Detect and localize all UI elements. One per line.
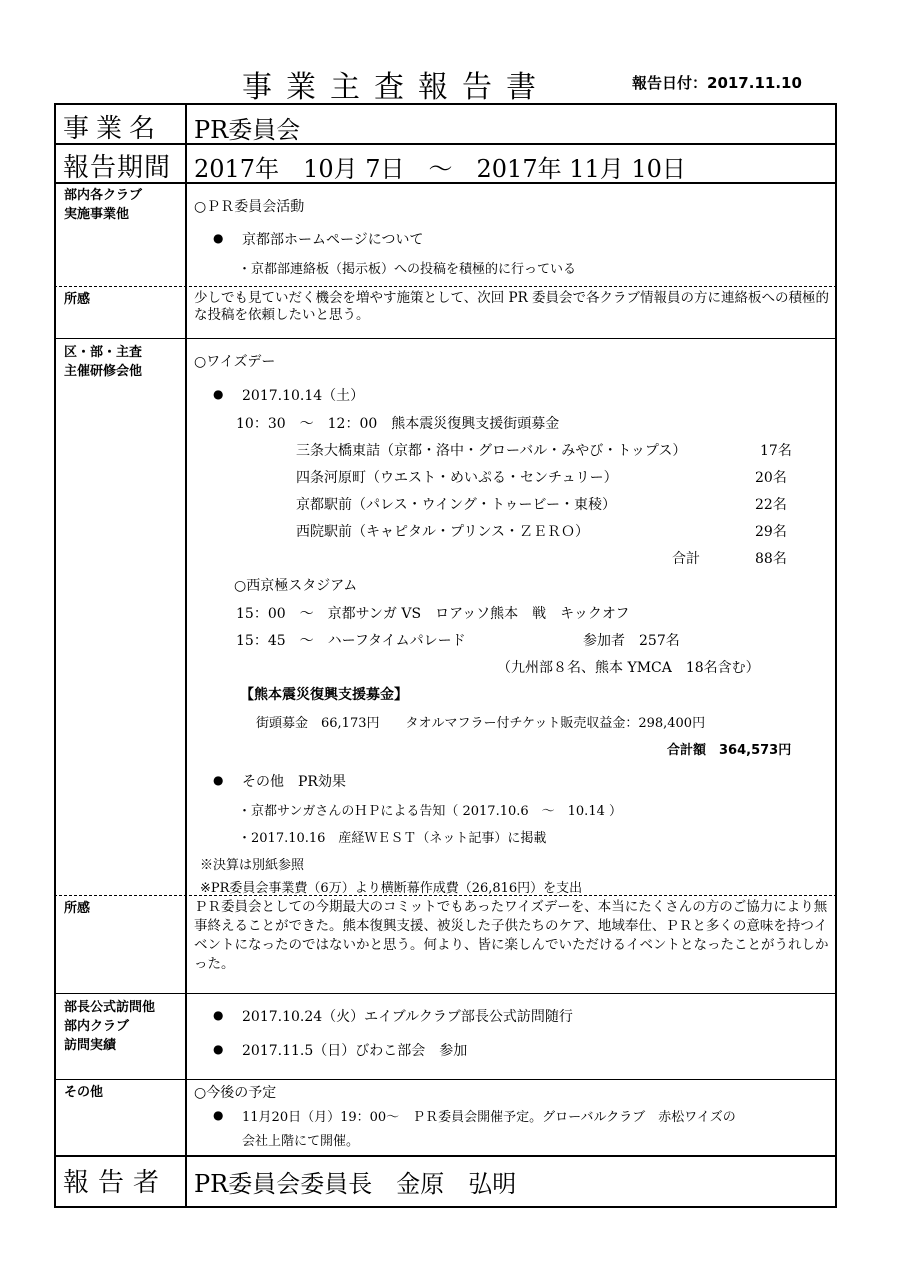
parade-note: （九州部８名、熊本 YMCA 18名含む）	[497, 660, 760, 676]
impression1-text: 少しでも見ていだく機会を増やす施策として、次回 PR 委員会で各クラブ情報員の方に連絡板への積極的な投稿を依頼したいと思う。	[194, 290, 830, 323]
visits-label-2: 部内クラブ	[64, 1019, 130, 1034]
future-plan-item-cont: 会社上階にて開催。	[242, 1134, 360, 1149]
bullet-icon: ●	[213, 773, 224, 787]
row-divider	[54, 1079, 837, 1080]
reporter-label: 報告者	[63, 1168, 169, 1198]
location-name: 三条大橋東詰（京都・洛中・グローバル・みやび・トップス）	[296, 443, 687, 459]
club-activities-label-1: 部内各クラブ	[64, 188, 143, 203]
visit-item: 2017.11.5（日）びわこ部会 参加	[242, 1043, 468, 1059]
stadium-heading: ○西京極スタジアム	[234, 578, 358, 594]
impression1-label: 所感	[64, 292, 91, 307]
location-count: 22名	[755, 497, 787, 513]
total-label: 合計	[672, 551, 700, 567]
location-count: 17名	[760, 443, 792, 459]
location-name: 四条河原町（ウエスト・めいぷる・センチュリー）	[296, 470, 618, 486]
wisesday-date: 2017.10.14（土）	[242, 388, 365, 404]
location-name: 西院駅前（キャピタル・プリンス・ＺＥＲＯ）	[296, 524, 590, 540]
bullet-icon: ●	[213, 387, 224, 401]
page-title: 事業主査報告書	[242, 70, 550, 105]
impression2-label: 所感	[64, 901, 91, 916]
note-expense: ※PR委員会事業費（6万）より横断幕作成費（26,816円）を支出	[200, 881, 583, 896]
fund-breakdown: 街頭募金 66,173円 タオルマフラー付チケット販売収益金：298,400円	[256, 716, 706, 731]
bullet-icon: ●	[213, 1042, 224, 1056]
location-count: 29名	[755, 524, 787, 540]
stadium-parade: 15：45 ～ ハーフタイムパレード	[236, 633, 466, 649]
period-value: 2017年 10月 7日 ～ 2017年 11月 10日	[194, 155, 686, 183]
wisesday-heading: ○ワイズデー	[194, 354, 276, 370]
club-activities-heading: ○ＰＲ委員会活動	[194, 199, 305, 215]
visit-item: 2017.10.24（火）エイブルクラブ部長公式訪問随行	[242, 1009, 573, 1025]
district-events-label-2: 主催研修会他	[64, 364, 143, 379]
project-label: 事業名	[63, 114, 163, 144]
visits-label-1: 部長公式訪問他	[64, 1000, 156, 1015]
period-label: 報告期間	[63, 153, 172, 183]
note-settlement: ※決算は別紙参照	[200, 858, 305, 873]
pr-effect-2: ・2017.10.16 産経ＷＥＳＴ（ネット記事）に掲載	[238, 831, 547, 846]
future-plan-heading: ○今後の予定	[194, 1085, 277, 1101]
reporter-value: PR委員会委員長 金原 弘明	[194, 1170, 517, 1198]
club-activities-bullet: 京都部ホームページについて	[242, 232, 424, 248]
location-count: 20名	[755, 470, 787, 486]
report-date: 報告日付：2017.11.10	[632, 74, 802, 92]
impression2-text: ＰＲ委員会としての今期最大のコミットでもあったワイズデーを、本当にたくさんの方のご協力により無事終えることができた。熊本復興支援、被災した子供たちのケア、地域奉仕、ＰＲと多くの意味を持つイベントになったのではないかと思う。何より、皆に楽しんでいただけるイベントとなったことがうれしかった。	[194, 899, 829, 972]
row-divider	[54, 338, 837, 339]
column-divider	[185, 103, 187, 1208]
row-divider	[54, 1155, 837, 1157]
club-activities-sub: ・京都部連絡板（掲示板）への投稿を積極的に行っている	[238, 262, 577, 277]
bullet-icon: ●	[213, 1108, 224, 1122]
fundraising-time: 10：30 ～ 12：00 熊本震災復興支援街頭募金	[236, 416, 560, 432]
fund-heading: 【熊本震災復興支援募金】	[240, 687, 408, 703]
fund-total: 合計額 364,573円	[667, 743, 792, 758]
pr-effect-bullet: その他 PR効果	[242, 774, 346, 790]
row-divider	[54, 993, 837, 994]
club-activities-label-2: 実施事業他	[64, 207, 130, 222]
visits-label-3: 訪問実績	[64, 1038, 117, 1053]
parade-participants: 参加者 257名	[583, 633, 680, 649]
future-plan-item: 11月20日（月）19：00～ ＰＲ委員会開催予定。グローバルクラブ 赤松ワイズの	[242, 1110, 736, 1125]
other-label: その他	[64, 1085, 104, 1100]
location-name: 京都駅前（パレス・ウイング・トゥービー・東稜）	[296, 497, 616, 513]
pr-effect-1: ・京都サンガさんのＨＰによる告知（ 2017.10.6 ～ 10.14 ）	[238, 804, 622, 819]
row-divider	[54, 286, 837, 287]
row-divider	[54, 143, 837, 145]
bullet-icon: ●	[213, 231, 224, 245]
bullet-icon: ●	[213, 1008, 224, 1022]
project-value: PR委員会	[194, 116, 301, 144]
district-events-label-1: 区・部・主査	[64, 345, 143, 360]
total-count: 88名	[755, 551, 787, 567]
stadium-kickoff: 15：00 ～ 京都サンガ VS ロアッソ熊本 戦 キックオフ	[236, 606, 630, 622]
